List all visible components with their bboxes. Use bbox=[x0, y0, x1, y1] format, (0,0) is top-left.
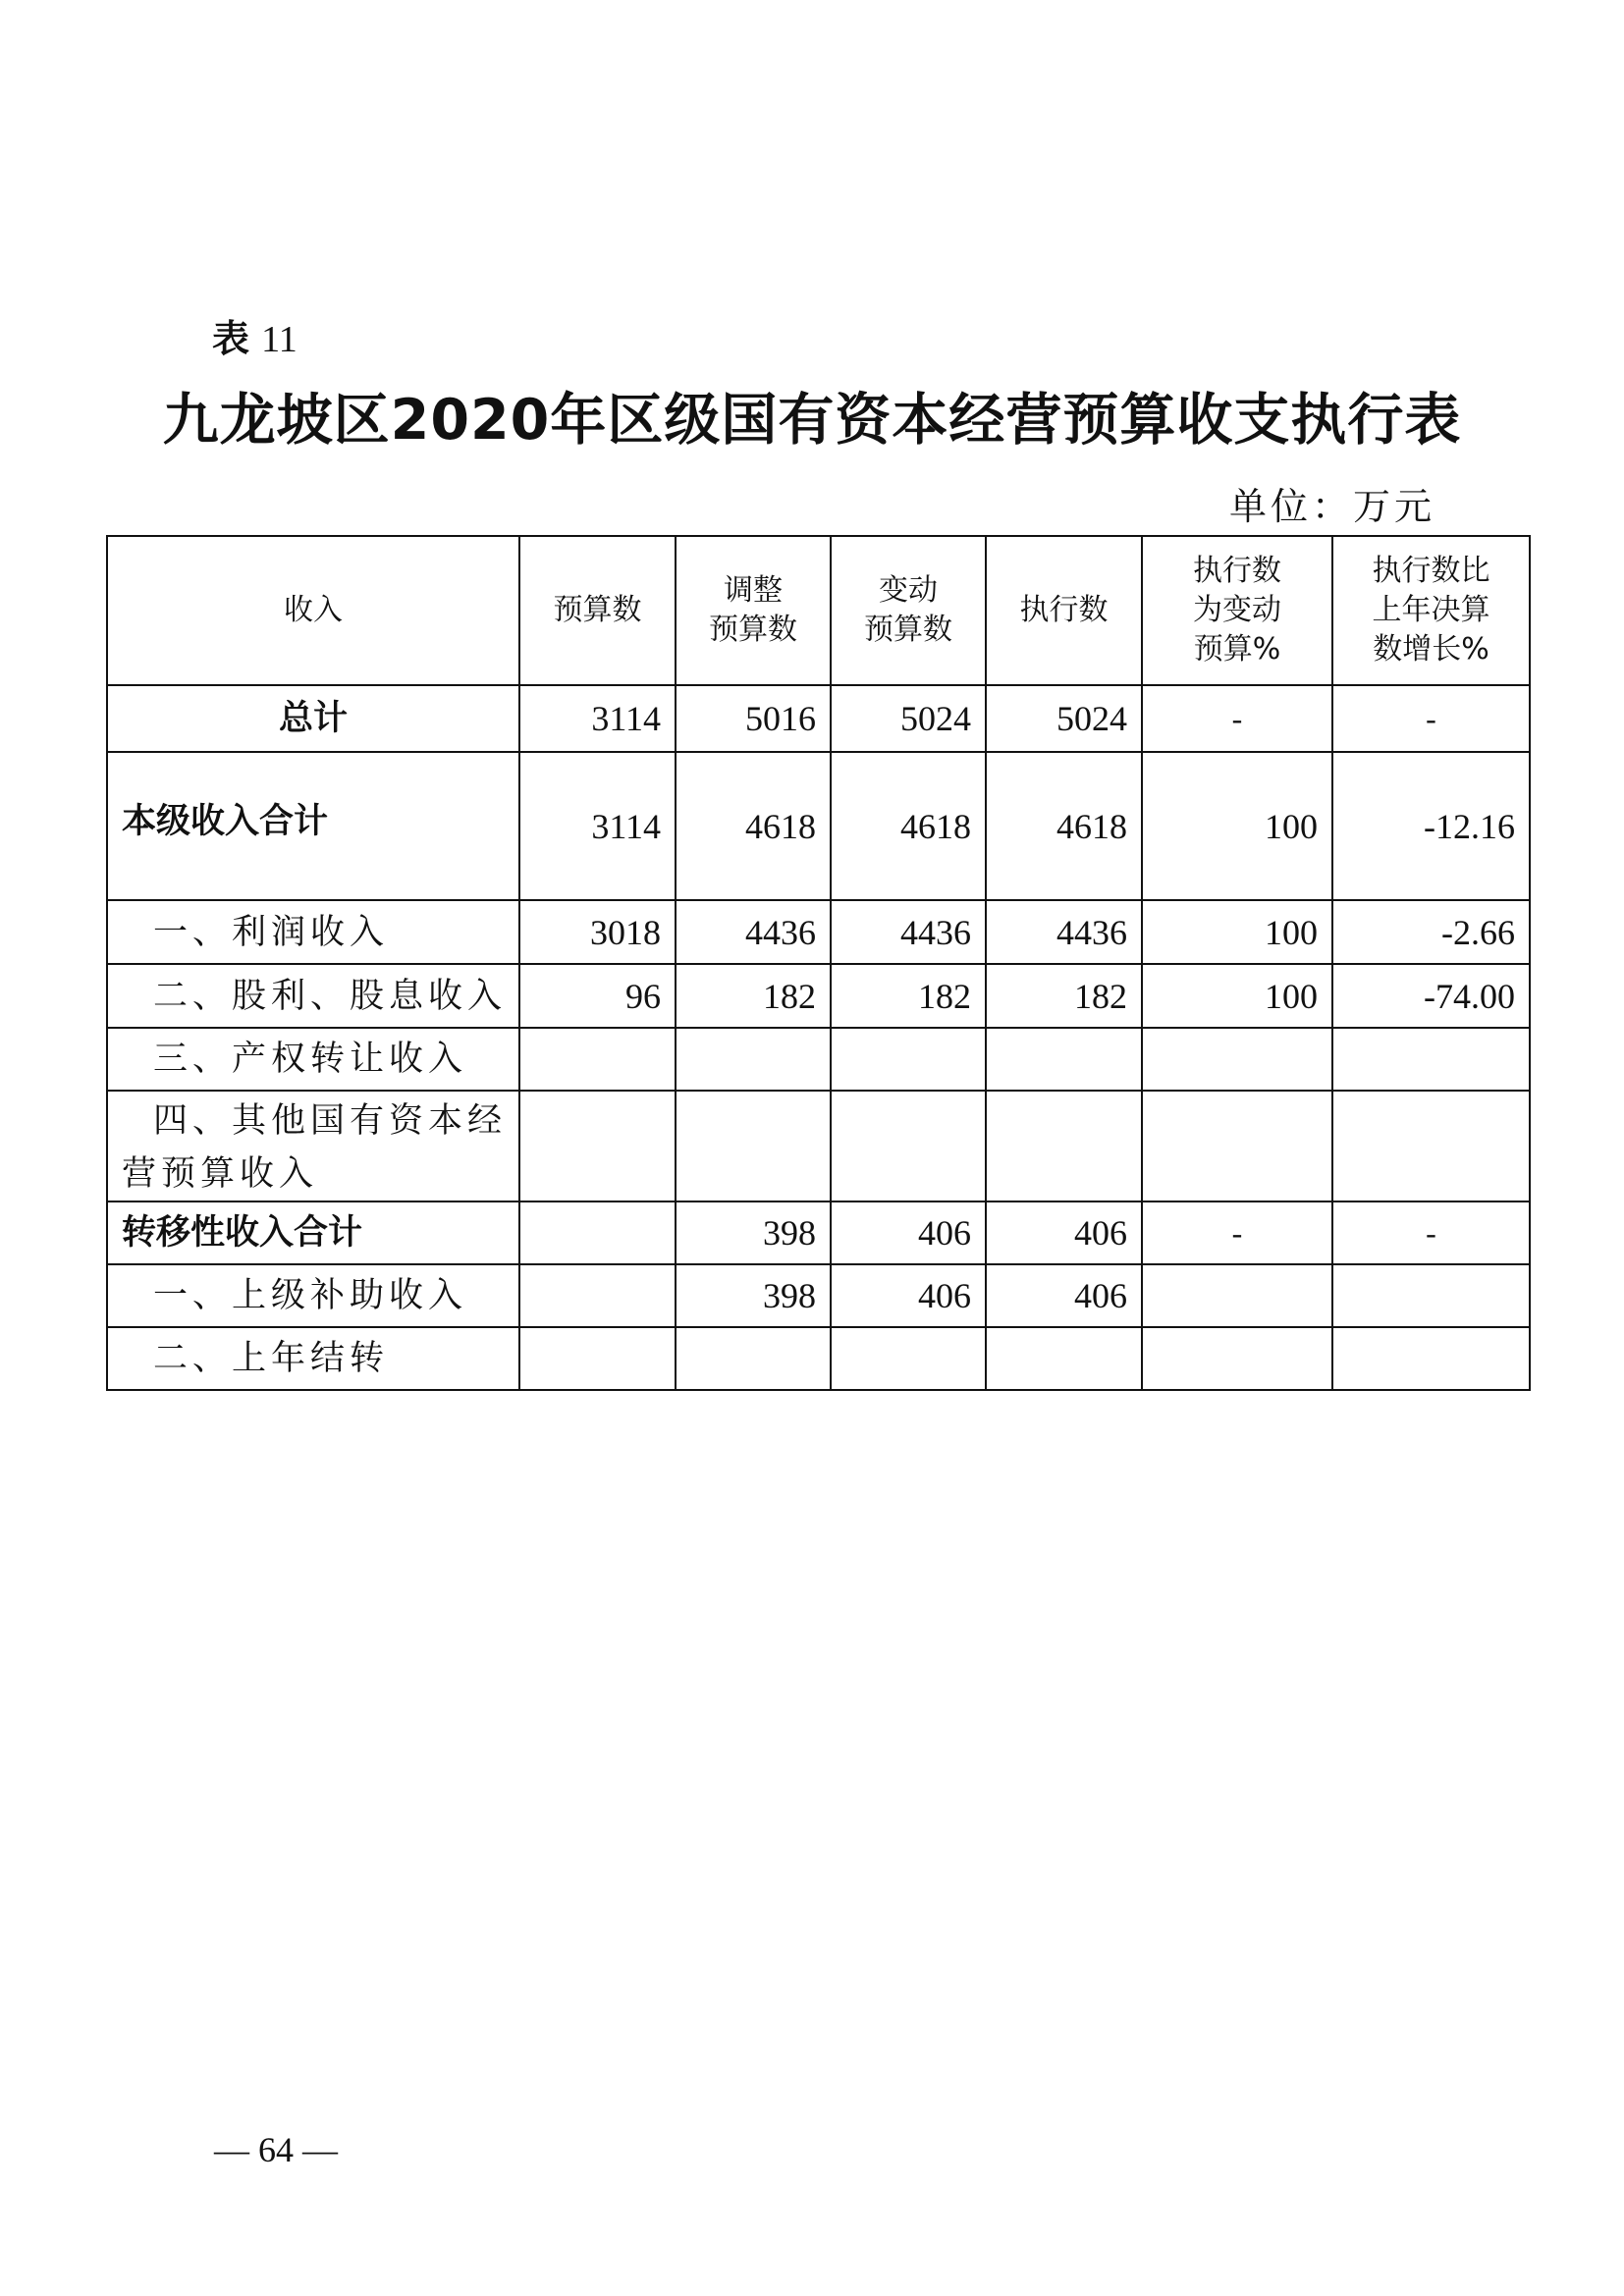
cell-growth: -12.16 bbox=[1332, 752, 1530, 900]
unit-label: 单位：万元 bbox=[1229, 485, 1436, 528]
table-label bbox=[212, 316, 298, 362]
cell-growth bbox=[1332, 1091, 1530, 1201]
table-row bbox=[107, 900, 1530, 964]
cell-pct bbox=[1142, 1091, 1332, 1201]
table-row bbox=[107, 1028, 1530, 1091]
cell-changed: 406 bbox=[831, 1264, 986, 1327]
table-row bbox=[107, 1327, 1530, 1390]
table-label-number: 11 bbox=[261, 319, 298, 360]
col-header-adjusted: 调整 预算数 bbox=[676, 536, 831, 685]
cell-executed bbox=[986, 1028, 1142, 1091]
page-number: — 64 — bbox=[214, 2130, 338, 2169]
cell-changed bbox=[831, 1028, 986, 1091]
cell-pct: - bbox=[1142, 685, 1332, 752]
cell-executed bbox=[986, 1327, 1142, 1390]
cell-budget bbox=[519, 1327, 676, 1390]
cell-adjusted bbox=[676, 1028, 831, 1091]
cell-changed bbox=[831, 1091, 986, 1201]
cell-changed: 4436 bbox=[831, 900, 986, 964]
cell-budget: 3114 bbox=[519, 752, 676, 900]
cell-pct bbox=[1142, 1327, 1332, 1390]
cell-budget bbox=[519, 1201, 676, 1264]
col-header-budget: 预算数 bbox=[519, 536, 676, 685]
table-row bbox=[107, 1091, 1530, 1201]
table-row bbox=[107, 685, 1530, 752]
cell-executed: 5024 bbox=[986, 685, 1142, 752]
cell-growth: - bbox=[1332, 685, 1530, 752]
cell-executed: 4618 bbox=[986, 752, 1142, 900]
table-row bbox=[107, 752, 1530, 900]
col-header-executed: 执行数 bbox=[986, 536, 1142, 685]
cell-executed: 406 bbox=[986, 1264, 1142, 1327]
table-row bbox=[107, 1264, 1530, 1327]
table-label-prefix: 表 bbox=[212, 317, 250, 360]
row-label: 本级收入合计 bbox=[107, 752, 519, 900]
row-label: 总计 bbox=[107, 685, 519, 752]
cell-changed: 5024 bbox=[831, 685, 986, 752]
cell-changed: 4618 bbox=[831, 752, 986, 900]
document-title: 九龙坡区2020年区级国有资本经营预算收支执行表 bbox=[162, 388, 1462, 453]
cell-growth bbox=[1332, 1028, 1530, 1091]
row-label: 二、上年结转 bbox=[107, 1327, 519, 1390]
header-row bbox=[107, 536, 1530, 685]
cell-changed bbox=[831, 1327, 986, 1390]
cell-budget bbox=[519, 1264, 676, 1327]
cell-changed: 182 bbox=[831, 964, 986, 1028]
cell-pct: 100 bbox=[1142, 900, 1332, 964]
cell-adjusted: 398 bbox=[676, 1201, 831, 1264]
cell-adjusted: 182 bbox=[676, 964, 831, 1028]
cell-adjusted: 4618 bbox=[676, 752, 831, 900]
cell-growth: - bbox=[1332, 1201, 1530, 1264]
cell-budget bbox=[519, 1091, 676, 1201]
cell-growth bbox=[1332, 1264, 1530, 1327]
cell-changed: 406 bbox=[831, 1201, 986, 1264]
cell-executed: 182 bbox=[986, 964, 1142, 1028]
cell-adjusted bbox=[676, 1091, 831, 1201]
col-header-income: 收入 bbox=[107, 536, 519, 685]
cell-growth: -74.00 bbox=[1332, 964, 1530, 1028]
row-label: 一、利润收入 bbox=[107, 900, 519, 964]
cell-adjusted: 4436 bbox=[676, 900, 831, 964]
cell-pct bbox=[1142, 1264, 1332, 1327]
cell-pct: 100 bbox=[1142, 964, 1332, 1028]
row-label: 转移性收入合计 bbox=[107, 1201, 519, 1264]
cell-executed: 4436 bbox=[986, 900, 1142, 964]
cell-pct bbox=[1142, 1028, 1332, 1091]
budget-table bbox=[106, 535, 1531, 1391]
row-label: 三、产权转让收入 bbox=[107, 1028, 519, 1091]
table-row bbox=[107, 1201, 1530, 1264]
cell-adjusted bbox=[676, 1327, 831, 1390]
cell-budget: 3114 bbox=[519, 685, 676, 752]
col-header-changed: 变动 预算数 bbox=[831, 536, 986, 685]
cell-budget: 3018 bbox=[519, 900, 676, 964]
row-label: 二、股利、股息收入 bbox=[107, 964, 519, 1028]
col-header-growth: 执行数比 上年决算 数增长% bbox=[1332, 536, 1530, 685]
table-row bbox=[107, 964, 1530, 1028]
cell-growth bbox=[1332, 1327, 1530, 1390]
cell-pct: - bbox=[1142, 1201, 1332, 1264]
cell-executed: 406 bbox=[986, 1201, 1142, 1264]
cell-budget: 96 bbox=[519, 964, 676, 1028]
col-header-pct: 执行数 为变动 预算% bbox=[1142, 536, 1332, 685]
row-label-line-2: 营预算收入 bbox=[122, 1153, 319, 1194]
cell-growth: -2.66 bbox=[1332, 900, 1530, 964]
row-label bbox=[107, 1091, 519, 1201]
cell-adjusted: 398 bbox=[676, 1264, 831, 1327]
cell-adjusted: 5016 bbox=[676, 685, 831, 752]
row-label-line-1: 四、其他国有资本经 bbox=[153, 1100, 508, 1141]
cell-budget bbox=[519, 1028, 676, 1091]
row-label: 一、上级补助收入 bbox=[107, 1264, 519, 1327]
cell-executed bbox=[986, 1091, 1142, 1201]
cell-pct: 100 bbox=[1142, 752, 1332, 900]
